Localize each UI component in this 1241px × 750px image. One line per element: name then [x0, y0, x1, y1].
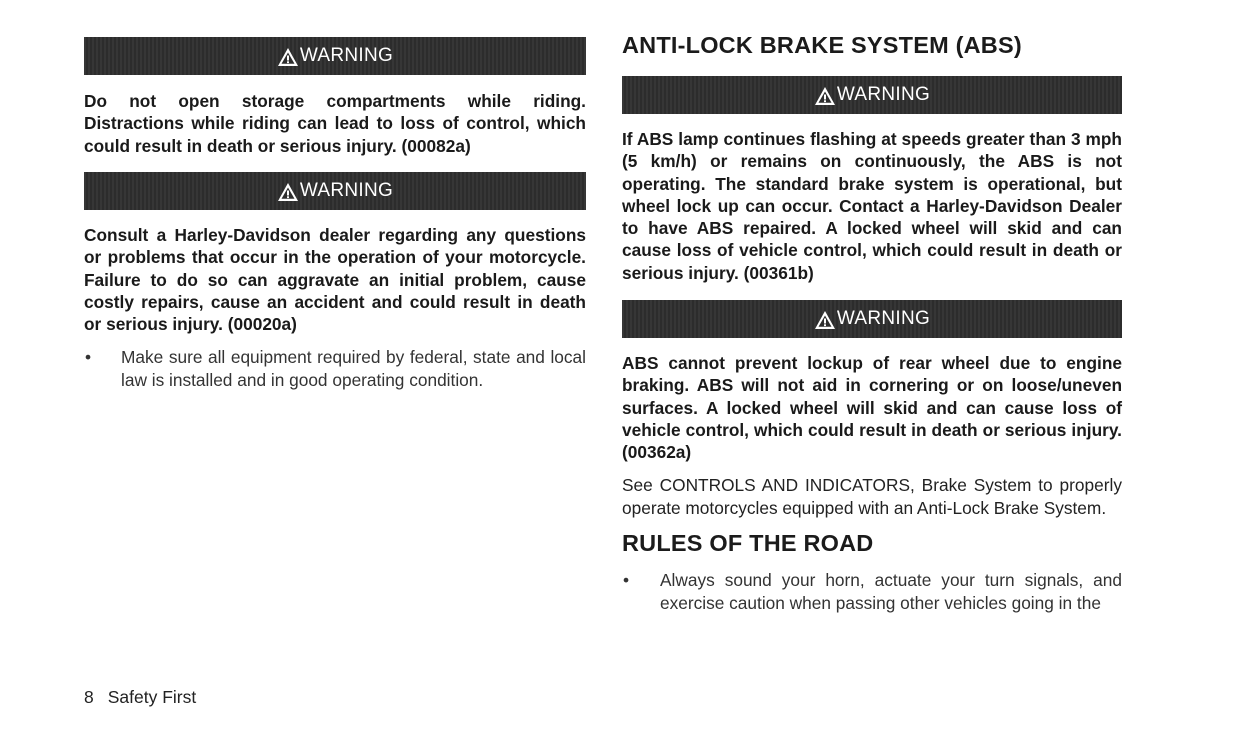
warning-label: WARNING — [299, 45, 394, 66]
warning-triangle-icon — [277, 182, 299, 202]
list-item — [622, 569, 1122, 619]
warning-banner — [84, 172, 586, 210]
warning-label: WARNING — [299, 180, 394, 201]
section-heading-rules: RULES OF THE ROAD — [622, 530, 874, 556]
warning-triangle-icon — [277, 47, 299, 67]
abs-note: See CONTROLS AND INDICATORS, Brake System to properly operate motorcycles equipped with an Anti-Lock Brake System. — [622, 475, 1122, 518]
list-item — [84, 346, 586, 396]
warning-text: If ABS lamp continues flashing at speeds greater than 3 mph (5 km/h) or remains on continuously, the ABS is not operating. The standard brake system is operational, but wheel lock up can occur. Contact a Harley-Davidson Dealer to have ABS repaired. A locked wheel will skid and can cause loss of vehicle control, which could result in death or serious injury. (00361b) — [622, 129, 1122, 283]
page-footer — [84, 687, 196, 708]
bullet-icon: • — [623, 570, 630, 590]
list-item-text: Make sure all equipment required by federal, state and local law is installed and in good operating condition. — [121, 347, 586, 390]
warning-text: Consult a Harley-Davidson dealer regarding any questions or problems that occur in the operation of your motorcycle. Failure to do so can aggravate an initial problem, cause costly repairs, cause an accident and could result in death or serious injury. (00020a) — [84, 225, 586, 335]
footer-section: Safety First — [107, 687, 197, 707]
warning-text: ABS cannot prevent lockup of rear wheel due to engine braking. ABS will not aid in cornering or on loose/uneven surfaces. A locked wheel will skid and can cause loss of vehicle control, which could result in death or serious injury. (00362a) — [622, 353, 1122, 463]
warning-banner — [84, 37, 586, 75]
section-heading-abs: ANTI-LOCK BRAKE SYSTEM (ABS) — [622, 32, 1022, 58]
warning-banner — [622, 300, 1122, 338]
warning-label: WARNING — [836, 84, 931, 105]
warning-banner — [622, 76, 1122, 114]
warning-label: WARNING — [836, 308, 931, 329]
list-item-text: Always sound your horn, actuate your turn signals, and exercise caution when passing other vehicles going in the — [660, 570, 1122, 613]
bullet-icon: • — [85, 347, 92, 367]
page-number: 8 — [84, 687, 94, 707]
warning-triangle-icon — [814, 86, 836, 106]
warning-text: Do not open storage compartments while riding. Distractions while riding can lead to loss of control, which could result in death or serious injury. (00082a) — [84, 91, 586, 156]
warning-triangle-icon — [814, 310, 836, 330]
